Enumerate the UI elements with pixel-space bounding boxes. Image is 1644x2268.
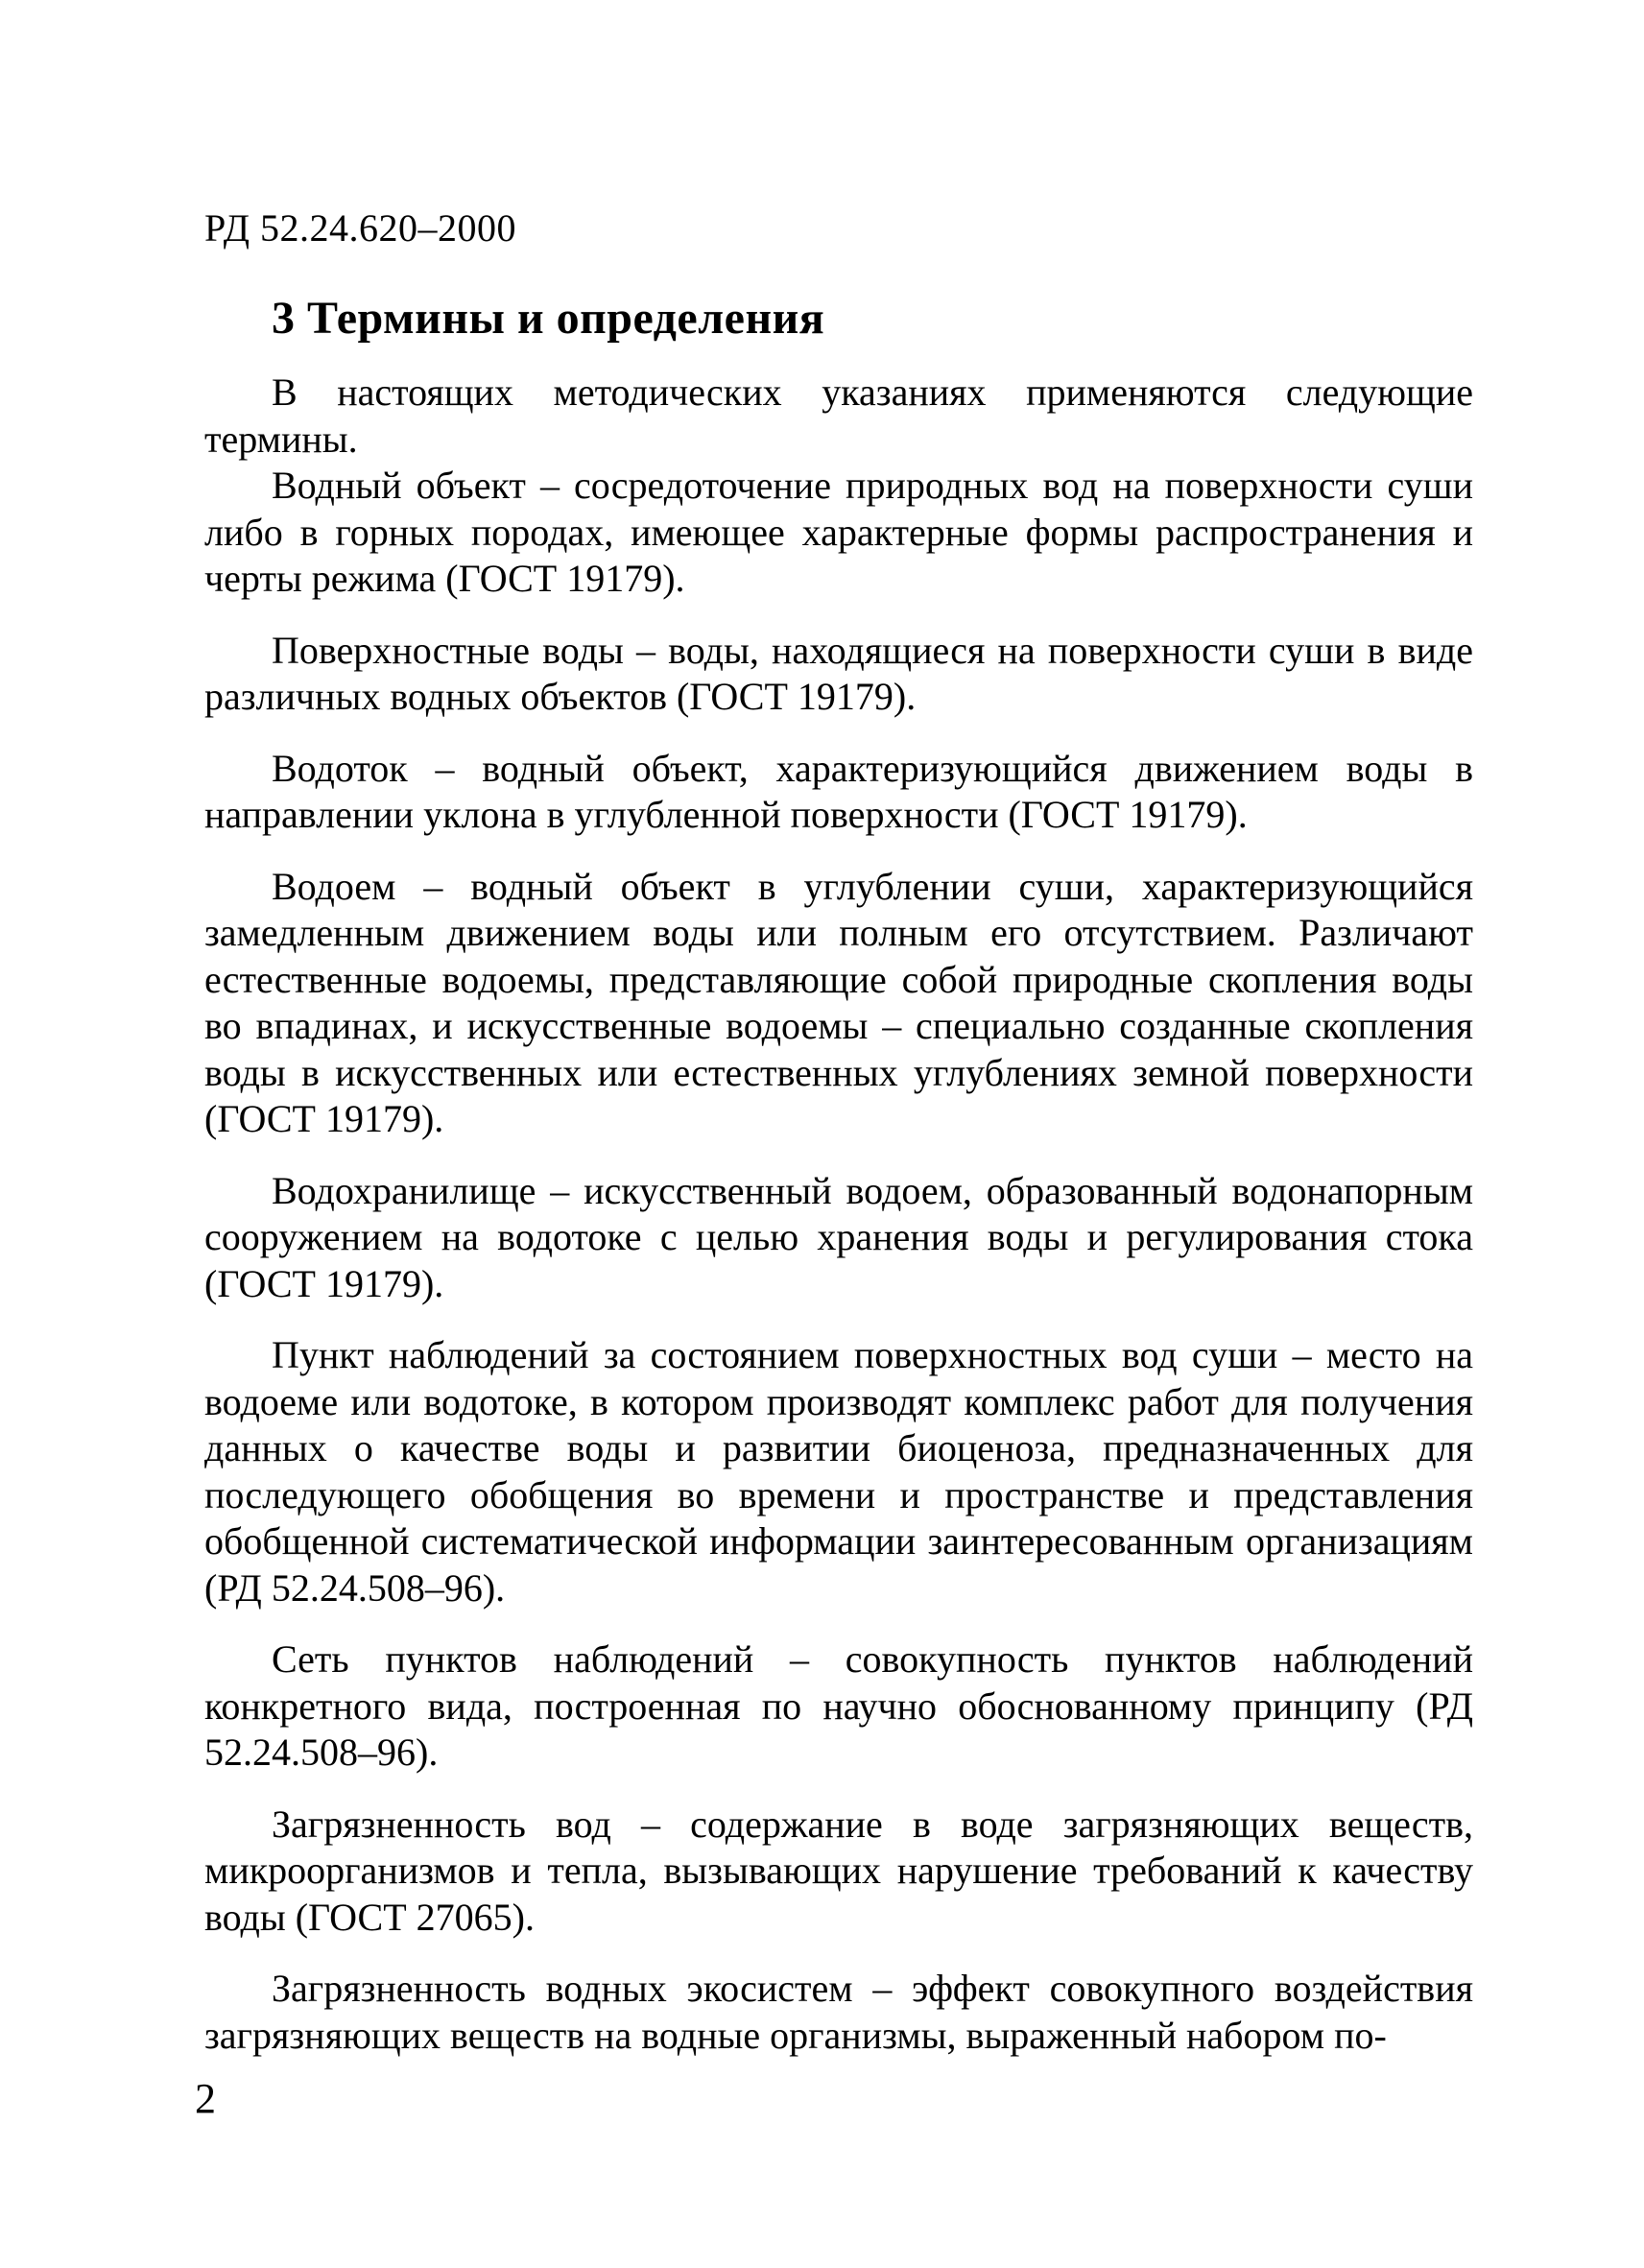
paragraph-intro: В настоящих методических указаниях применяются следующие термины. [204,370,1473,461]
paragraph-storage-reservoir: Водохранилище – искусственный водоем, образованный водонапорным сооружением на водотоке с целью хранения воды и регулирования стока (ГОСТ 19179). [204,1168,1473,1305]
paragraph-surface-waters: Поверхностные воды – воды, находящиеся на поверхности суши в виде различных водных объектов (ГОСТ 19179). [204,628,1473,718]
document-code: РД 52.24.620–2000 [204,206,517,250]
document-body [204,370,1473,2059]
paragraph-water-body: Водный объект – сосредоточение природных вод на поверхности суши либо в горных породах, имеющее характерные формы распространения и черты режима (ГОСТ 19179). [204,464,1473,600]
paragraph-watercourse: Водоток – водный объект, характеризующийся движением воды в направлении уклона в углубленной поверхности (ГОСТ 19179). [204,746,1473,836]
paragraph-water-pollution: Загрязненность вод – содержание в воде загрязняющих веществ, микроорганизмов и тепла, вызывающих нарушение требований к качеству воды (ГОСТ 27065). [204,1802,1473,1939]
section-title: 3 Термины и определения [272,293,825,344]
page-number: 2 [195,2075,216,2122]
paragraph-ecosystem-pollution: Загрязненность водных экосистем – эффект совокупного воздействия загрязняющих веществ на водные организмы, выраженный набором по- [204,1967,1473,2057]
paragraph-observation-point: Пункт наблюдений за состоянием поверхностных вод суши – место на водоеме или водотоке, в котором производят комплекс работ для получения данных о качестве воды и развитии биоценоза, предназначенных для последующего обобщения во времени и пространстве и представления обобщенной систематической информации заинтересованным организациям (РД 52.24.508–96). [204,1333,1473,1610]
paragraph-reservoir: Водоем – водный объект в углублении суши, характеризующийся замедленным движением воды или полным его отсутствием. Различают естественные водоемы, представляющие собой природные скопления воды во впадинах, и искусственные водоемы – специально созданные скопления воды в искусственных или естественных углублениях земной поверхности (ГОСТ 19179). [204,864,1473,1140]
paragraph-observation-network: Сеть пунктов наблюдений – совокупность пунктов наблюдений конкретного вида, построенная по научно обоснованному принципу (РД 52.24.508–96). [204,1637,1473,1774]
